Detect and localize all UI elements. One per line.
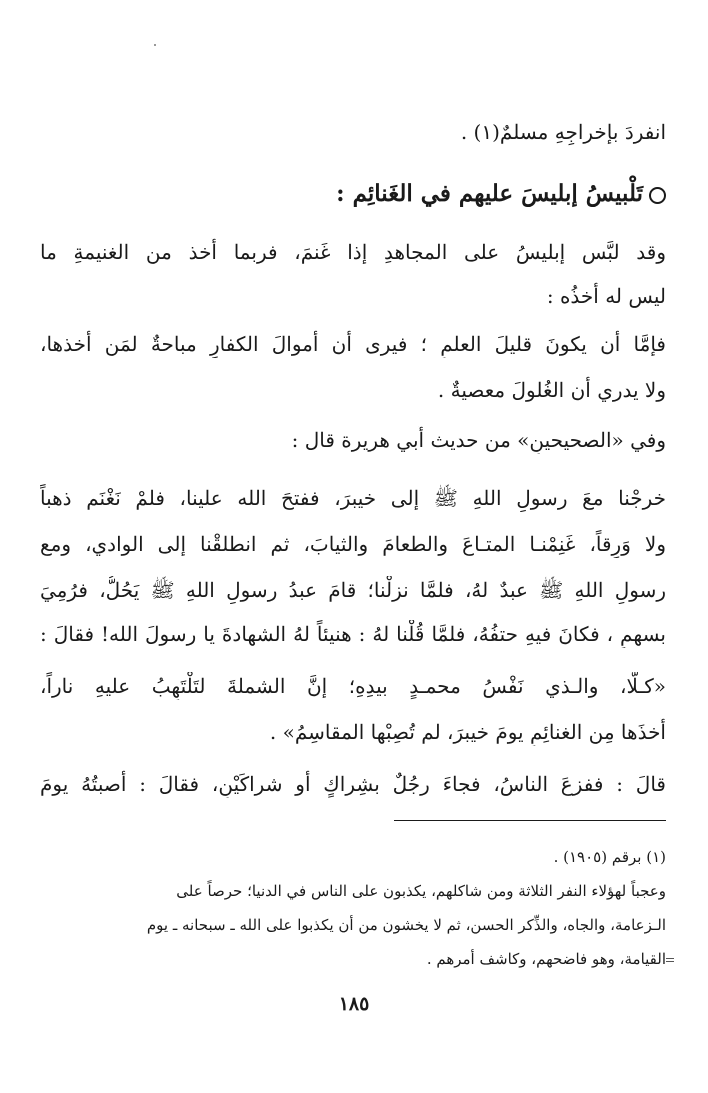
- footnote-2-line-2: الـزعامة، والجاه، والذِّكر الحسن، ثم لا يخشون من أن يكذبوا على الله ـ سبحانه ـ يوم: [146, 916, 666, 934]
- footnote-divider: [394, 820, 666, 821]
- hadith2-line-1: «كـلَّا، والـذي نَفْسُ محمـدٍ بيدِهِ؛ إنَّ الشملةَ لتَلْتَهِبُ عليهِ ناراً،: [40, 674, 666, 698]
- page-number: ١٨٥: [338, 993, 370, 1015]
- para3-line: وفي «الصحيحينِ» من حديث أَبي هريرة قال :: [291, 428, 666, 452]
- hadith1-line-4: بسهمٍ ، فكانَ فيهِ حتفُهُ، فلمَّا قُلْنا لهُ : هنيئاً لهُ الشهادةَ يا رسولَ الله! فقالَ :: [40, 622, 666, 646]
- para1-line-2: ليس له أخذُه :: [546, 284, 666, 308]
- circle-bullet-icon: [649, 187, 666, 204]
- section-heading: [40, 178, 666, 210]
- margin-mark: [666, 958, 674, 964]
- intro-line: انفردَ بإخراجِهِ مسلمٌ(١) .: [460, 120, 666, 144]
- para1-line-1: وقد لبَّس إبليسُ على المجاهدِ إذا غَنمَ، فربما أَخذ من الغنيمةِ ما: [40, 240, 666, 264]
- hadith2-line-2: أَخذَها مِن الغنائِمِ يومَ خيبرَ، لم تُصِبْها المقاسِمُ» .: [269, 720, 666, 744]
- hadith1-line-2: ولا وَرِقاً، غَنِمْنـا المتـاعَ والطعامَ والثيابَ، ثم انطلقْنا إلى الوادي، ومع: [40, 532, 666, 556]
- hadith1-line-3: رسولِ اللهِ ﷺ عبدٌ لهُ، فلمَّا نزلْنا؛ قامَ عبدُ رسولِ اللهِ ﷺ يَحُلُّ، فرُمِيَ: [40, 578, 666, 602]
- section-heading-text: تَلْبيسُ إبليسَ عليهم في الغَنائِم :: [336, 180, 643, 207]
- para2-line-1: فإمَّا أن يكونَ قليلَ العلمِ ؛ فيرى أن أموالَ الكفارِ مباحةٌ لمَن أخذها،: [40, 332, 666, 356]
- para4-line: قالَ : ففزعَ الناسُ، فجاءَ رجُلٌ بشِراكٍ أَو شراكَيْنِ، فقالَ : أصبتُهُ يومَ: [40, 772, 666, 796]
- footnote-1: (١) برقم (١٩٠٥) .: [553, 848, 666, 866]
- footnote-2-line-1: وعجباً لهؤلاء النفر الثلاثة ومن شاكلهم، يكذبون على الناس في الدنيا؛ حرصاً على: [176, 882, 666, 900]
- scan-speck: [154, 44, 156, 46]
- hadith1-line-1: خرجْنا معَ رسولِ اللهِ ﷺ إلى خيبرَ، ففتحَ الله علينا، فلمْ نَغْنَم ذهباً: [40, 486, 666, 510]
- para2-line-2: ولا يدري أن الغُلولَ معصيةٌ .: [437, 378, 666, 402]
- footnote-2-line-3: القيامة، وهو فاضحهم، وكاشف أمرهم .: [426, 950, 666, 968]
